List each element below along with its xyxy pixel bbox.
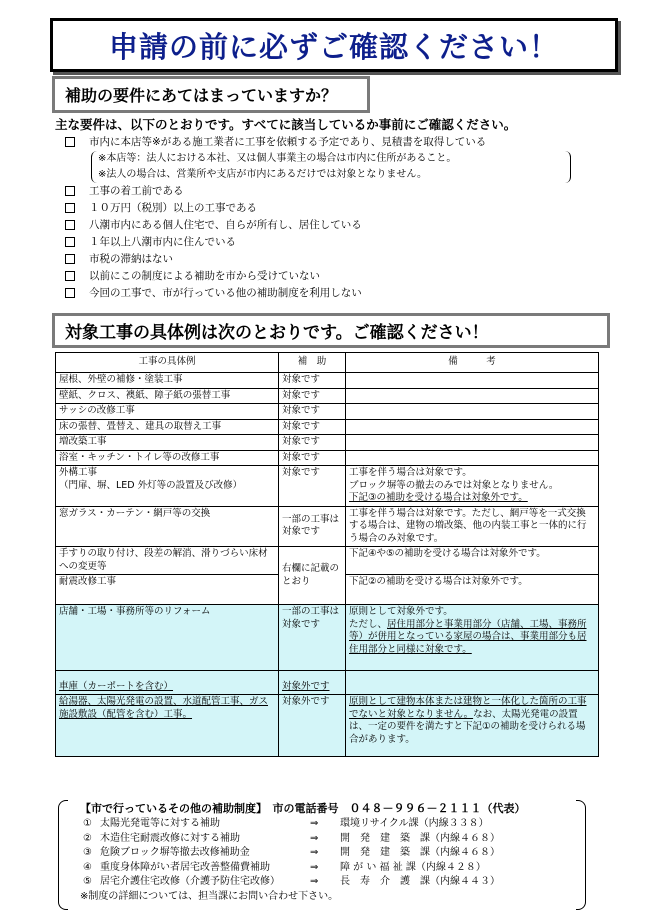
bracket-left: [58, 800, 68, 910]
table-row: 給湯器、太陽光発電の設置、水道配管工事、ガス施設敷設（配管を含む）工事。 対象外です 原則として建物本体または建物と一体化した箇所の工事でないと対象となりません。なお、太陽光発電の設置は、一定の要件を満たすと下記①の補助を受けられる場合があります。: [56, 695, 599, 757]
list-item: ② 木造住宅耐震改修に対する補助 ⇒ 開 発 建 築 課（内線４６８）: [58, 832, 586, 847]
table-row: 壁紙、クロス、襖紙、障子紙の張替工事 対象です: [56, 388, 599, 404]
requirement-note: ※本店等：法人における本社、又は個人事業主の場合は市内に住所があること。 ※法人の場合は、営業所や支店が市内にあるだけでは対象となりません。: [91, 151, 571, 183]
table-row: 外構工事 （門扉、塀、LED 外灯等の設置及び改修） 対象です 工事を伴う場合は対象です。 ブロック塀等の撤去のみでは対象となりません。 下記③の補助を受ける場合は対象外です。: [56, 466, 599, 507]
requirements-intro: 主な要件は、以下のとおりです。すべてに該当しているか事前にご確認ください。: [55, 117, 517, 132]
table-row: 手すりの取り付け、段差の解消、滑りづらい床材への変更等 右欄に記載のとおり 下記④や⑤の補助を受ける場合は対象外です。: [56, 547, 599, 575]
table-header-row: [56, 353, 599, 373]
checkbox[interactable]: [65, 137, 75, 147]
table-row: 浴室・キッチン・トイレ等の改修工事 対象です: [56, 450, 599, 466]
table-row: 耐震改修工事 下記②の補助を受ける場合は対象外です。: [56, 575, 599, 605]
checkbox[interactable]: [65, 237, 75, 247]
arrow-icon: ⇒: [310, 876, 319, 887]
checkbox[interactable]: [65, 220, 75, 230]
title-banner: [50, 18, 618, 72]
checkbox[interactable]: [65, 271, 75, 281]
requirement-item[interactable]: 市税の滞納はない: [65, 251, 605, 268]
list-item: ⑤ 居宅介護住宅改修（介護予防住宅改修） ⇒ 長 寿 介 護 課（内線４４３）: [58, 875, 586, 890]
works-heading: 対象工事の具体例は次のとおりです。ご確認ください！: [52, 313, 610, 348]
requirement-item[interactable]: 今回の工事で、市が行っている他の補助制度を利用しない: [65, 285, 605, 302]
table-row: サッシの改修工事 対象です: [56, 404, 599, 420]
checkbox[interactable]: [65, 254, 75, 264]
arrow-icon: ⇒: [310, 832, 319, 844]
table-row: 床の張替、畳替え、建具の取替え工事 対象です: [56, 419, 599, 435]
requirement-item[interactable]: 以前にこの制度による補助を市から受けていない: [65, 268, 605, 285]
header-subsidy: 補 助: [279, 353, 346, 373]
arrow-icon: ⇒: [310, 861, 319, 873]
header-notes: 備 考: [346, 353, 599, 373]
list-item: ④ 重度身体障がい者居宅改善整備費補助 ⇒ 障 が い 福 祉 課（内線４２８）: [58, 861, 586, 876]
requirement-item[interactable]: 八潮市内にある個人住宅で、自らが所有し、居住している: [65, 217, 605, 234]
table-row: 車庫（カーポートを含む） 対象外です: [56, 671, 599, 695]
other-subsidies-heading: 【市で行っているその他の補助制度】 市の電話番号 ０４８－９９６－２１１１（代表）: [80, 802, 526, 815]
requirement-item[interactable]: 市内に本店等※がある施工業者に工事を依頼する予定であり、見積書を取得している: [65, 134, 605, 151]
list-item: ③ 危険ブロック塀等撤去改修補助金 ⇒ 開 発 建 築 課（内線４６８）: [58, 846, 586, 861]
requirement-item[interactable]: １０万円（税別）以上の工事である: [65, 200, 605, 217]
table-row: 屋根、外壁の補修・塗装工事 対象です: [56, 373, 599, 389]
requirement-item[interactable]: 工事の着工前である: [65, 183, 605, 200]
checkbox[interactable]: [65, 203, 75, 213]
requirement-item[interactable]: １年以上八潮市内に住んでいる: [65, 234, 605, 251]
page-title: 申請の前に必ずご確認ください！: [108, 29, 559, 64]
table-row: 店舗・工場・事務所等のリフォーム 一部の工事は対象です 原則として対象外です。 ただし、居住用部分と事業用部分（店舗、工場、事務所等）が併用となっている家屋の場合は、事業用部分も居住用部分と同様に対象です。: [56, 605, 599, 671]
arrow-icon: ⇒: [310, 818, 319, 829]
table-row: 増改築工事 対象です: [56, 435, 599, 451]
footer-note: ※制度の詳細については、担当課にお問い合わせ下さい。: [80, 890, 339, 902]
list-item: ① 太陽光発電等に対する補助 ⇒ 環境リサイクル課（内線３３８）: [58, 817, 586, 832]
checkbox[interactable]: [65, 186, 75, 196]
other-subsidies-box: [58, 800, 586, 910]
checkbox[interactable]: [65, 288, 75, 298]
table-row: 窓ガラス・カーテン・網戸等の交換 一部の工事は対象です 工事を伴う場合は対象です。ただし、網戸等を一式交換する場合は、建物の増改築、他の内装工事と一体的に行う場合のみ対象です。: [56, 506, 599, 547]
arrow-icon: ⇒: [310, 847, 319, 858]
bracket-right: [576, 800, 586, 910]
works-table: [55, 352, 599, 757]
header-work: 工事の具体例: [56, 353, 279, 373]
requirements-heading: 補助の要件にあてはまっていますか？: [52, 76, 370, 113]
requirements-list: [65, 134, 605, 302]
